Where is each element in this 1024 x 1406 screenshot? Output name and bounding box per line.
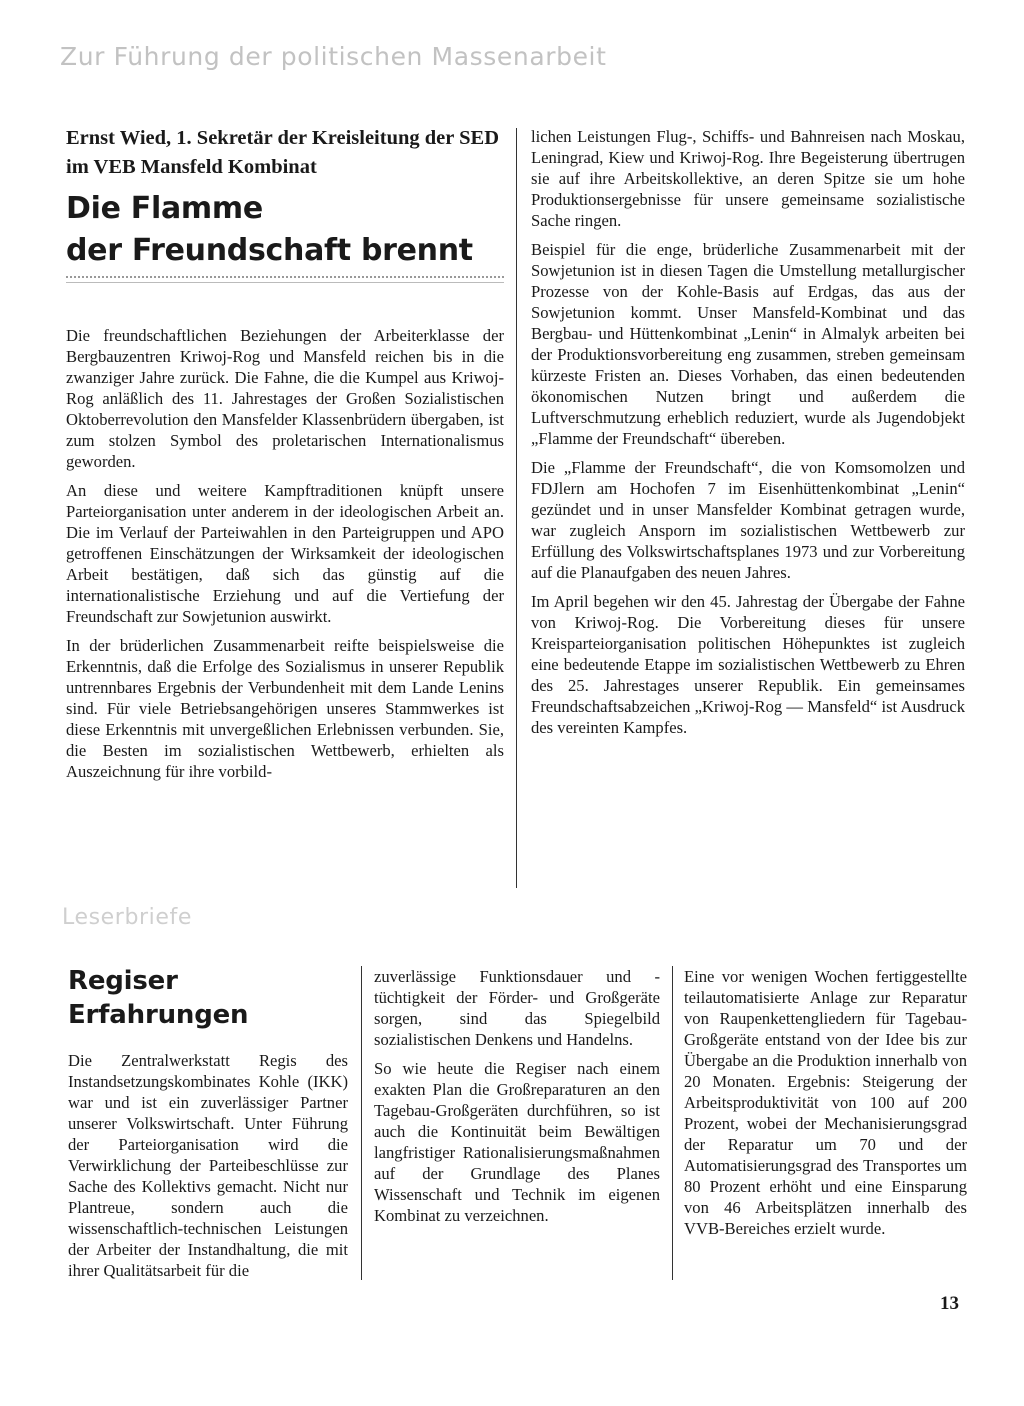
section-header-leserbriefe: Leserbriefe <box>62 905 192 930</box>
article1-title-line2: der Freundschaft brennt <box>66 233 473 268</box>
article2-title: Regiser Erfahrungen <box>68 966 249 1030</box>
article2-column-1 <box>68 964 348 1281</box>
paragraph: Im April begehen wir den 45. Jahrestag der Übergabe der Fahne von Kriwoj-Rog. Die Vorbereitung dieses für unsere Kreisparteiorganisation politischen Höhepunktes ist zugleich eine bedeutende Etappe im sozialistischen Wettbewerb zu Ehren des 25. Jahrestages unserer Republik. Ein gemeinsames Freundschaftsabzeichen „Kriwoj-Rog — Mansfeld“ ist Ausdruck des vereinten Kampfes. <box>531 592 965 737</box>
section-header: Zur Führung der politischen Massenarbeit <box>60 42 607 71</box>
paragraph: Die freundschaftlichen Beziehungen der Arbeiterklasse der Bergbauzentren Kriwoj-Rog und Mansfeld reichen bis in die zwanziger Jahre zurück. Die Fahne, die die Kumpel aus Kriwoj-Rog anläßlich des 11. Jahrestages der Großen Sozialistischen Oktoberrevolution den Mansfelder Klassenbrüdern übergaben, ist zum stolzen Symbol des proletarischen Internationalismus geworden. <box>66 326 504 471</box>
column-divider <box>672 966 673 1280</box>
paragraph: So wie heute die Regiser nach einem exakten Plan die Großreparaturen an den Tagebau-Großgeräten durchführen, so ist auch die Kontinuität beim Bewältigen langfristiger Rationalisierungsmaßnahmen auf der Grundlage des Planes Wissenschaft und Technik im eigenen Kombinat zu verzeichnen. <box>374 1059 660 1225</box>
article1-col1-text <box>66 325 504 782</box>
article2-column-3: Eine vor wenigen Wochen fertiggestellte teilautomatisierte Anlage zur Reparatur von Raupenkettengliedern für Tagebau-Großgeräte entstand von der Idee bis zur Übergabe an die Produktion innerhalb von 20 Monaten. Ergebnis: Steigerung der Arbeitsproduktivität von 100 auf 200 Prozent, wobei der Mechanisierungsgrad der Reparatur um 70 und der Automatisierungsgrad des Transportes um 80 Prozent erhöht und eine Einsparung von 46 Arbeitsplätzen innerhalb des VVB-Bereiches erzielt wurde. <box>684 967 967 1238</box>
column-divider <box>516 128 517 888</box>
column-divider <box>361 966 362 1280</box>
page-number: 13 <box>940 1293 959 1314</box>
paragraph: Die „Flamme der Freundschaft“, die von Komsomolzen und FDJlern am Hochofen 7 im Eisenhüttenkombinat „Lenin“ gezündet und in unser Mansfelder Kombinat getragen wurde, war zugleich Ansporn im sozialistischen Wettbewerb zur Erfüllung des Volkswirtschaftsplanes 1973 und zur Vorbereitung auf die Planaufgaben des neuen Jahres. <box>531 458 965 582</box>
article1-author: Ernst Wied, 1. Sekretär der Kreisleitung der SED im VEB Mansfeld Kombinat <box>66 127 499 178</box>
article1-column-1 <box>66 124 504 790</box>
paragraph: zuverlässige Funktionsdauer und -tüchtigkeit der Förder- und Großgeräte sorgen, sind das Spiegelbild sozialistischen Denkens und Handelns. <box>374 967 660 1049</box>
headline-rule <box>66 276 504 283</box>
paragraph: An diese und weitere Kampftraditionen knüpft unsere Parteiorganisation unter anderem in der ideologischen Arbeit an. Die im Verlauf der Parteiwahlen in den Parteigruppen und APO getroffenen Einschätzungen der Wirksamkeit der ideologischen Arbeit bestätigen, daß sich das günstig auf die internationalistische Erziehung und auf die Vertiefung der Freundschaft zur Sowjetunion auswirkt. <box>66 481 504 626</box>
paragraph: In der brüderlichen Zusammenarbeit reifte beispielsweise die Erkenntnis, daß die Erfolge des Sozialismus in unserer Republik untrennbares Ergebnis der Verbundenheit mit dem Lande Lenins sind. Für viele Betriebsangehörigen unseres Stammwerkes ist diese Erkenntnis mit unvergeßlichen Erlebnissen verbunden. Sie, die Besten im sozialistischen Wettbewerb, erhielten als Auszeichnung für ihre vorbild- <box>66 636 504 781</box>
article2-col1-text: Die Zentralwerkstatt Regis des Instandsetzungskombinates Kohle (IKK) war und ist ein zuverlässiger Partner unserer Volkswirtschaft. Unter Führung der Parteiorganisation wird die Verwirklichung der Parteibeschlüsse zur Sache des Kollektivs gemacht. Nicht nur Plantreue, sondern auch die wissenschaftlich-technischen Leistungen der Arbeiter der Instandhaltung, die mit ihrer Qualitätsarbeit für die <box>68 1051 348 1280</box>
article1-column-2 <box>531 126 965 746</box>
paragraph: Beispiel für die enge, brüderliche Zusammenarbeit mit der Sowjetunion ist in diesen Tagen die Umstellung metallurgischer Prozesse von der Kohle-Basis auf Erdgas, das aus der Sowjetunion kommt. Unser Mansfeld-Kombinat und das Bergbau- und Hüttenkombinat „Lenin“ in Almalyk arbeiten bei der Produktionsvorbereitung eng zusammen, streben gemeinsam kürzeste Fristen an. Dieses Vorhaben, das einen bedeutenden ökonomischen Nutzen bringt und außerdem die Luftverschmutzung erheblich reduziert, wurde als Jugendobjekt „Flamme der Freundschaft“ übereben. <box>531 240 965 448</box>
paragraph: lichen Leistungen Flug-, Schiffs- und Bahnreisen nach Moskau, Leningrad, Kiew und Kriwoj-Rog. Ihre Begeisterung übertrugen sie auf ihre Arbeitskollektive, an deren Spitze sie um hohe Produktionsergebnisse für unsere gemeinsame sozialistische Sache ringen. <box>531 127 965 230</box>
article2-column-2 <box>374 966 660 1234</box>
article1-title-line1: Die Flamme <box>66 191 263 226</box>
